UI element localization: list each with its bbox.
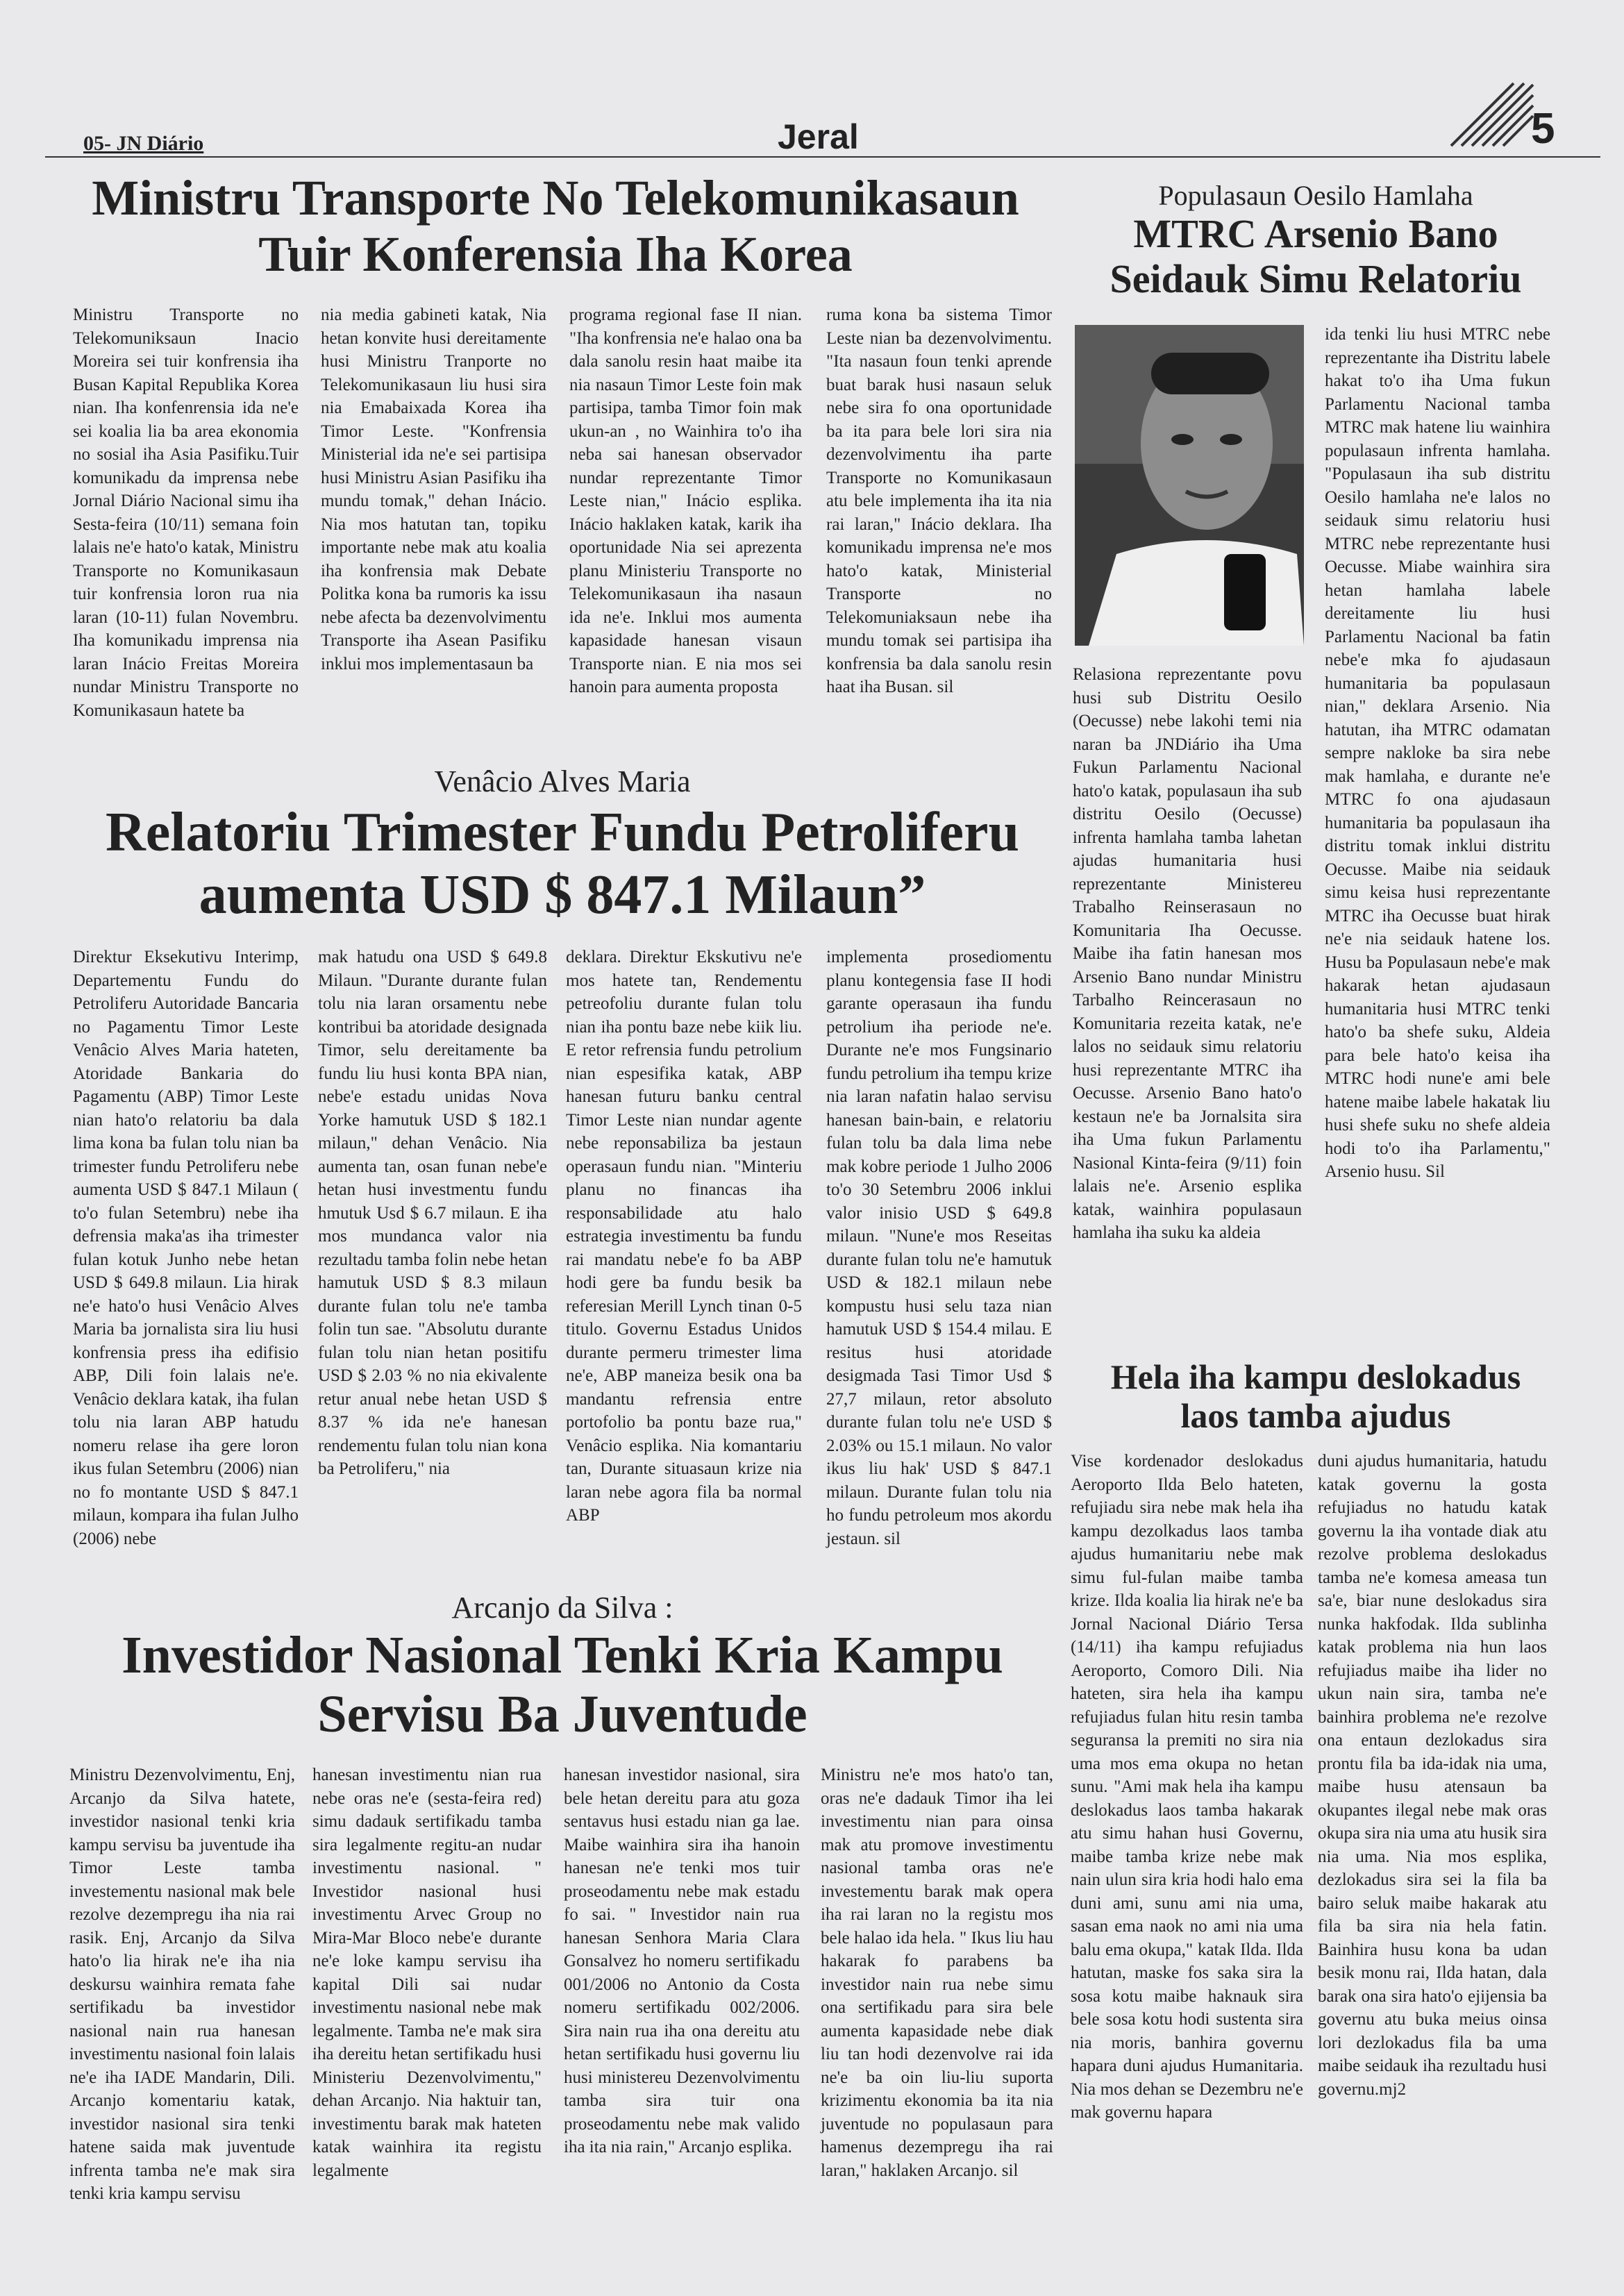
portrait-photo [1075, 325, 1304, 646]
article2-column-4: implementa prosediomentu planu kontegensia fase II hodi garante operasaun iha fundu petrolium iha periode ne'e. Durante ne'e mos Fungsinario fundu petrolium iha tempu krize nia laran nafatin halao servisu hanesan bain-bain, e relatoriu fulan tolu ba dala lima nebe mak kobre periode 1 Julho 2006 to'o 30 Setembru 2006 inklui valor inisio USD $ 649.8 milaun. "Nune'e mos Reseitas durante fulan tolu ne'e hamutuk USD & 182.1 milaun nebe kompustu husi selu taza nian hamutuk USD $ 154.4 milau. E resitus husi atoridade desigmada Tasi Timor Usd $ 27,7 milaun, retor absoluto durante fulan tolu ne'e USD $ 2.03% ou 15.1 milaun. No valor ikus liu hak' USD $ 847.1 milaun. Durante fulan tolu nia ho fundu petroleum mos akordu jestaun. sil [826, 948, 1052, 1548]
header-rule [45, 156, 1600, 158]
article3-kicker: Arcanjo da Silva : [451, 1591, 673, 1625]
article5-headline [1073, 1357, 1559, 1435]
article4-title-line2: Seidauk Simu Relatoriu [1110, 255, 1522, 301]
article2-column-2: mak hatudu ona USD $ 649.8 Milaun. "Durante durante fulan tolu nia laran orsamentu nebe kontribui ba atoridade designada Timor, selu dereitamente ba fundu liu husi konta BPA nian, nebe'e estadu unidas Nova Yorke hamutuk USD $ 182.1 milaun," dehan Venâcio. Nia aumenta tan, osan funan nebe'e hetan husi investmentu fundu hmutuk Usd $ 6.7 milaun. E iha mos mundanca valor nia rezultadu tamba folin nebe hetan hamutuk USD $ 8.3 milaun durante fulan tolu ne'e tamba folin tun sae. "Absolutu durante fulan tolu nian hetan positifu USD $ 2.03 % no nia ekivalente retur anual nebe hetan USD $ 8.37 % ida ne'e hanesan rendementu fulan tolu nian kona ba Petroliferu," nia [318, 948, 547, 1478]
article2-column-3: deklara. Direktur Ekskutivu ne'e mos hatete tan, Rendementu petreofoliu durante fulan tolu nian iha pontu baze nebe kiik liu. E retor refrensia fundu petrolium nian espesifika katak, ABP hanesan futuru banku central Timor Leste nian nundar agente nebe reponsabiliza ba jestaun operasaun fundu nian. "Minteriu planu no financas iha responsabilidade atu halo estrategia investimentu ba fundu rai mandatu nebe'e fo ba ABP hodi gere ba fundu besik ba referesian Merill Lynch tinan 0-5 titulo. Governu Estadus Unidos durante permeru trimester lima ne'e, ABP maneiza besik ona ba mandantu refrensia entre portofolio ba pontu baze rua," Venâcio esplika. Nia komantariu tan, Durante situasaun krize nia laran nebe agora fila ba normal ABP [566, 948, 802, 1525]
article3-headline [62, 1626, 1062, 1744]
article2-kicker: Venâcio Alves Maria [434, 764, 691, 798]
article1-column-3: programa regional fase II nian. "Iha konfrensia ne'e halao ona ba dala sanolu resin haat maibe ita nia nasaun Timor Leste foin mak partisipa, tamba Timor foin mak ukun-an , no Wainhira to'o iha neba sai hanesan observador nundar reprezentante Timor Leste nian," Inácio esplika. Inácio haklaken katak, karik iha oportunidade Nia sei aprezenta planu Ministeriu Transporte no Telekomunikasaun iha nasaun ida ne'e. Inklui mos aumenta kapasidade hanesan visaun Transporte nian. E nia mos sei hanoin para aumenta proposta [569, 305, 802, 696]
article1-title-line1: Ministru Transporte No Telekomunikasaun [92, 170, 1019, 226]
article5-column-left: Vise kordenador deslokadus Aeroporto Ilda Belo hateten, refujiadu sira nebe mak hela iha kampu dezolkadus laos tamba ajudus humanitariu nebe mak simu ful-fulan maibe tamba krize. Ilda koalia lia hirak ne'e ba Jornal Nacional Diário Tersa (14/11) iha kampu refujiadus Aeroporto, Comoro Dili. Nia hateten, sira hela iha kampu refujiadus fulan hitu resin tamba seguransa la premiti no sira nia uma mos ema okupa no hetan sunu. "Ami mak hela iha kampu deslokadus laos tamba hakarak atu simu hahan husi Governu, maibe tamba krize nebe mak nain ulun sira kria hodi halo ema duni ami, sunu ami nia uma, sasan ema naok no ami nia uma balu ema okupa," katak Ilda. Ilda hatutan, maske fos saka sira la sosa kotu maibe haknauk sira bele sosa kotu hodi sustenta sira nia moris, banhira governu hapara duni ajudus Humanitaria. Nia mos dehan se Dezembru ne'e mak governu hapara [1071, 1452, 1303, 2122]
article3-column-4: Ministru ne'e mos hato'o tan, oras ne'e dadauk Timor iha lei investimentu nian para oinsa mak atu promove investimentu nasional tamba oras ne'e investementu barak mak opera iha rai laran no la registu mos bele halao ida hela. " Ikus liu hau hakarak fo parabens ba investidor nain rua nebe simu ona sertifikadu para sira bele aumenta kapasidade nebe diak liu tan hodi dezenvolve rai ida ne'e ba oin liu-liu suporta krizimentu ekonomia ba ita nia juventude no populasaun para hamenus dezempregu iha rai laran," haklaken Arcanjo. sil [821, 1766, 1053, 2180]
diagonal-stripes-icon [1444, 76, 1534, 153]
article1-title-line2: Tuir Konferensia Iha Korea [258, 226, 853, 282]
section-title: Jeral [778, 117, 859, 156]
article3-column-1: Ministru Dezenvolvimentu, Enj, Arcanjo da Silva hatete, investidor nasional tenki kria kampu servisu ba juventude iha Timor Leste tamba investementu nasional mak bele rezolve dezempregu iha nia rai rasik. Enj, Arcanjo da Silva hato'o lia hirak ne'e iha nia deskursu wainhira remata fahe sertifikadu ba investidor nasional nain rua hanesan investimentu nasional foin lalais ne'e iha IADE Mandarin, Dili. Arcanjo komentariu katak, investidor nasional sira tenki hatene saida mak juventude infrenta tamba ne'e mak sira tenki kria kampu servisu [69, 1766, 295, 2203]
article5-title-line2: laos tamba ajudus [1180, 1396, 1451, 1435]
article4-headline [1073, 212, 1559, 302]
article3-column-2: hanesan investimentu nian rua nebe oras ne'e (sesta-feira red) simu dadauk sertifikadu tamba sira legalmente regitu-an nudar investimentu nasional. " Investidor nasional husi investimentu Arvec Group no Mira-Mar Bloco nebe'e durante ne'e loke kampu servisu iha kapital Dili sai nudar investimentu nasional nebe mak legalmente. Tamba ne'e mak sira iha dereitu hetan sertifikadu husi Ministeriu Dezenvolvimentu," dehan Arcanjo. Nia haktuir tan, investimentu barak mak hateten katak wainhira ita registu legalmente [312, 1766, 542, 2180]
article1-column-2: nia media gabineti katak, Nia hetan konvite husi dereitamente husi Ministru Tranporte no Telekomunikasaun liu husi sira nia Emabaixada Korea iha Timor Leste. "Konfrensia Ministerial ida ne'e sei partisipa husi Ministru Asian Pasifiku iha mundu tomak," dehan Inácio. Nia mos hatutan tan, topiku importante nebe mak atu koalia iha konfrensia mak Debate Politka kona ba rumoris ka issu nebe afecta ba dezenvolvimentu Transporte iha Asean Pasifiku inklui mos implementasaun ba [321, 305, 546, 673]
article4-column-right: ida tenki liu husi MTRC nebe reprezentante iha Distritu labele hakat to'o iha Uma fukun Parlamentu Nacional tamba MTRC mak hatene liu wainhira populasaun infrenta hamlaha. "Populasaun iha sub distritu Oesilo hamlaha ne'e lalos no seidauk simu relatoriu husi MTRC nebe reprezentante husi Oecusse. Miabe wainhira sira hetan hamlaha labele dereitamente liu husi Parlamentu Nacional ba fatin nebe'e mka fo ajudasaun humanitaria ba populasaun nian," deklara Arsenio. Nia hatutan, iha MTRC odamatan sempre nakloke ba sira nebe mak hamlaha, e durante ne'e MTRC fo ona ajudasaun humanitaria ba populasaun iha distritu tomak inklui distritu Oecusse. Maibe nia seidauk simu keisa husi reprezentante MTRC iha Oecusse buat hirak ne'e nia seidauk hatene los. Husu ba Populasaun nebe'e mak hakarak hetan ajudasaun humanitaria husi MTRC tenki hato'o ba shefe suku, Aldeia para bele hato'o keisa iha MTRC hodi nune'e ami bele hatene maibe labele hakatak liu husi shefe suku no shefe aldeia hodi to'o iha Parlamentu," Arsenio husu. Sil [1325, 325, 1550, 1181]
article2-title-line2: aumenta USD $ 847.1 Milaun” [199, 864, 926, 925]
article2-column-1: Direktur Eksekutivu Interimp, Departementu Fundu do Petroliferu Autoridade Bancaria no Pagamentu Timor Leste Venâcio Alves Maria hateten, Atoridade Bankaria do Pagamentu (ABP) Timor Leste nian hato'o relatoriu ba dala lima kona ba fulan tolu nian ba trimester fundu Petroliferu nebe aumenta USD $ 847.1 Milaun ( to'o fulan Setembru) nebe iha defrensia maka'as iha trimester fulan kotuk Junho nebe hetan USD $ 649.8 milaun. Lia hirak ne'e hato'o husi Venâcio Alves Maria ba jornalista sira liu husi konfrensia press iha edifisio ABP, Dili foin lalais ne'e. Venâcio deklara katak, iha fulan tolu nia laran ABP hatudu nomeru relase iha gere loron ikus fulan Setembru (2006) nian no fo montante USD $ 847.1 milaun, kompara iha fulan Julho (2006) nebe [73, 948, 299, 1548]
newspaper-name: 05- JN Diário [83, 132, 204, 155]
article3-title-line1: Investidor Nasional Tenki Kria Kampu [122, 1626, 1003, 1684]
article4-column-left: Relasiona reprezentante povu husi sub Distritu Oesilo (Oecusse) nebe lakohi temi nia naran ba JNDiário iha Uma Fukun Parlamentu Nacional hato'o katak, populasaun iha sub distritu Oesilo (Oecusse) infrenta hamlaha tamba lahetan ajudas humanitaria husi reprezentante Ministereu Trabalho Reinserasaun no Komunitaria Iha Oecusse. Maibe iha fatin hanesan mos Arsenio Bano nundar Ministru Tarbalho Reincerasaun no Komunitaria rezeita katak, ne'e lalos no seidauk simu relatoriu husi reprezentante MTRC iha Oecusse. Arsenio Bano hato'o kestaun ne'e ba Jornalsita sira iha Uma fukun Parlamentu Nasional Kinta-feira (9/11) foin lalais ne'e. Arsenio esplika katak, wainhira populasaun hamlaha iha suku ka aldeia [1073, 665, 1302, 1242]
article1-column-1: Ministru Transporte no Telekomuniksaun Inacio Moreira sei tuir konfrensia iha Busan Kapital Republika Korea nian. Iha konfenrensia ida ne'e sei koalia lia ba area ekonomia no sosial iha Asia Pasifiku.Tuir komunikadu da imprensa nebe Jornal Diário Nacional simu iha Sesta-feira (10/11) semana foin lalais ne'e hato'o katak, Ministru Transporte no Komunikasaun tuir konfrensia loron rua nia laran (10-11) fulan Novembru. Iha komunikadu imprensa nia laran Inácio Freitas Moreira nundar Ministru Transporte no Komunikasaun hatete ba [73, 305, 299, 720]
article1-column-4: ruma kona ba sistema Timor Leste nian ba dezenvolvimentu. "Ita nasaun foun tenki aprende buat barak husi nasaun seluk nebe sira fo ona oportunidade ba ita para bele lori sira nia dezenvolvimentu iha parte Transporte no Komunikasaun atu bele implementa iha ita nia rai laran," Inácio deklara. Iha komunikadu imprensa ne'e mos hato'o katak, Ministerial Transporte no Telekomuniaksaun nebe iha mundu tomak sei partisipa iha konfrensia ba dala sanolu resin haat iha Busan. sil [826, 305, 1052, 696]
page-number: 5 [1531, 105, 1555, 153]
article5-title-line1: Hela iha kampu deslokadus [1110, 1357, 1521, 1396]
article2-title-line1: Relatoriu Trimester Fundu Petroliferu [105, 802, 1020, 863]
article4-kicker: Populasaun Oesilo Hamlaha [1158, 180, 1473, 211]
article3-column-3: hanesan investidor nasional, sira bele hetan dereitu para atu goza sentavus husi estadu nian ga lae. Maibe wainhira sira iha hanoin hanesan ne'e tenki mos tuir proseodamentu nebe mak estadu fo sai. " Investidor nain rua hanesan Senhora Maria Clara Gonsalvez ho nomeru sertifikadu 001/2006 no Antonio da Costa nomeru sertifikadu 002/2006. Sira nain rua iha ona dereitu atu hetan sertifikadu husi governu liu husi ministereu Dezenvolvimentu tamba sira tuir ona proseodamentu nebe mak valido iha ita nia rain," Arcanjo esplika. [564, 1766, 800, 2156]
article1-headline [62, 170, 1048, 282]
article5-column-right: duni ajudus humanitaria, hatudu katak governu la gosta refujiadus no hatudu katak governu la iha vontade diak atu rezolve problema deslokadus tamba ne'e komesa ameasa tun sa'e, biar nune deslokadus sira nunka hakfodak. Ilda sublinha katak problema nia hun laos refujiadus maibe iha lider no ukun nain sira, tamba ne'e bainhira problema ne'e rezolve ona entaun dezlokadus sira prontu fila ba ida-idak nia uma, maibe husu atensaun ba okupantes ilegal nebe mak oras okupa sira nia uma atu husik sira nia uma. Nia mos esplika, dezlokadus sira sei la fila ba bairo seluk maibe hakarak atu fila ba sira nia hela fatin. Bainhira husu kona ba udan besik monu rai, Ilda hatan, dala barak ona sira hato'o ejijensia ba governu atu buka meius oinsa lori dezlokadus fila ba uma maibe seidauk iha rezultadu husi governu.mj2 [1318, 1452, 1547, 2099]
article2-headline [62, 802, 1062, 926]
article3-title-line2: Servisu Ba Juventude [317, 1685, 807, 1744]
article4-title-line1: MTRC Arsenio Bano [1133, 211, 1498, 256]
